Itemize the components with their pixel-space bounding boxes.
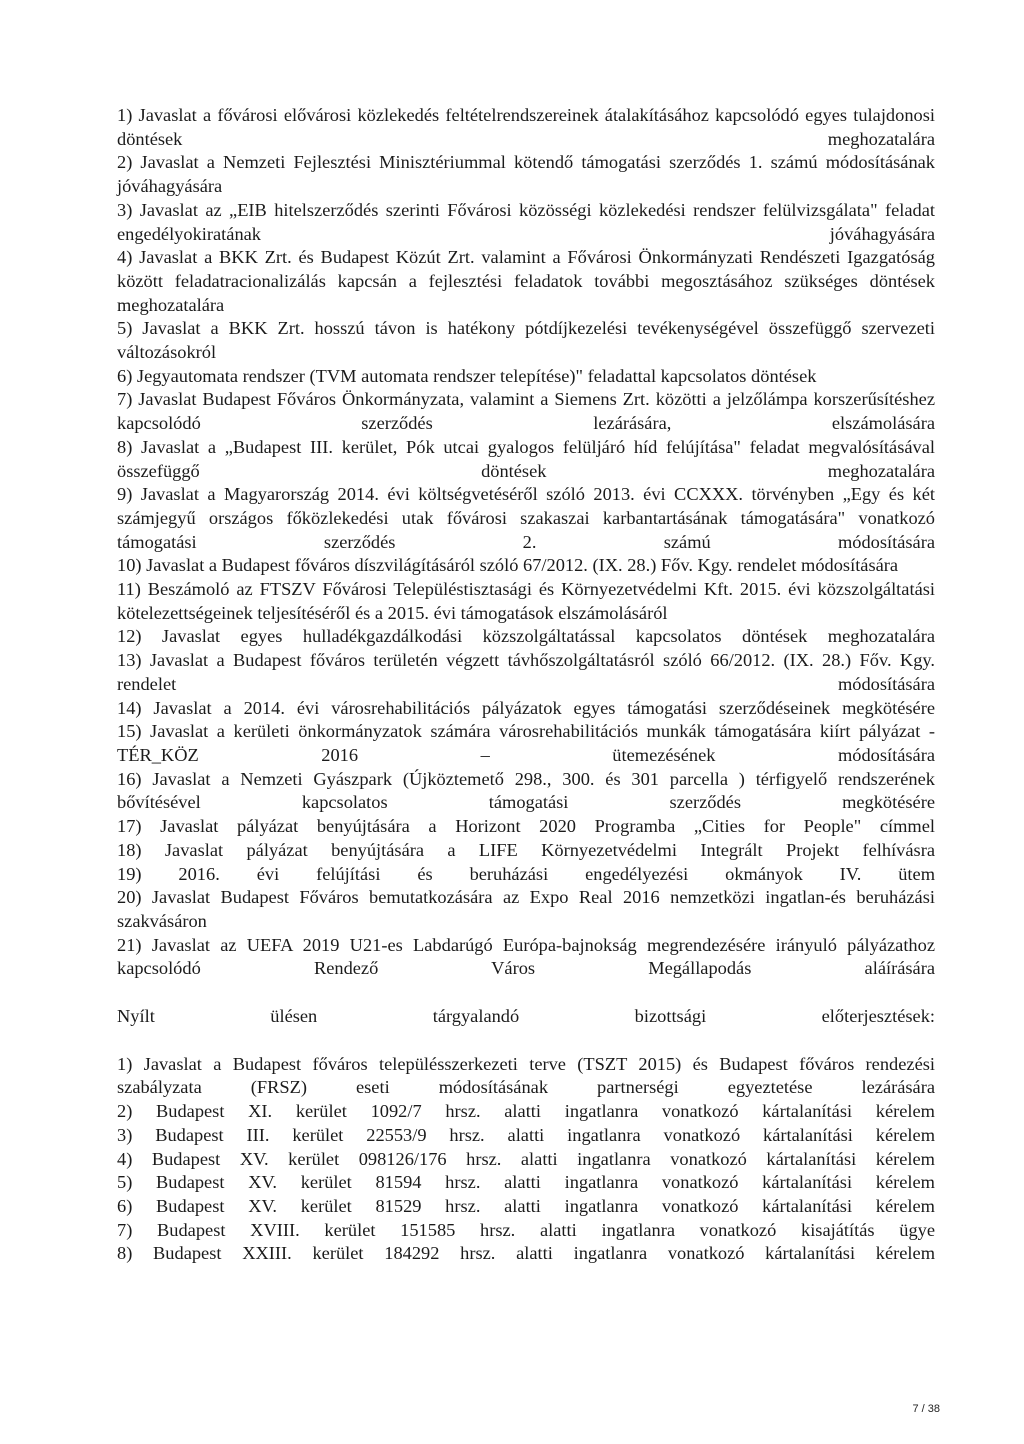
agenda-item: 7) Budapest XVIII. kerület 151585 hrsz. alatti ingatlanra vonatkozó kisajátítás ügye: [117, 1219, 935, 1240]
agenda-item: 15) Javaslat a kerületi önkormányzatok számára városrehabilitációs munkák támogatására kiírt pályázat - TÉR_KÖZ 2016 – ütemezésének módosítására: [117, 721, 935, 765]
document-body: [117, 104, 935, 1266]
agenda-item: 17) Javaslat pályázat benyújtására a Horizont 2020 Programba „Cities for People" címmel: [117, 816, 935, 837]
agenda-item: 10) Javaslat a Budapest főváros díszvilágításáról szóló 67/2012. (IX. 28.) Főv. Kgy. rendelet módosítására: [117, 555, 899, 576]
agenda-item: 4) Javaslat a BKK Zrt. és Budapest Közút Zrt. valamint a Fővárosi Önkormányzati Rendészeti Igazgatóság között feladatracionalizálás kapcsán a fejlesztési feladatok további megosztásához szükséges döntések meghozatalára: [117, 247, 935, 315]
agenda-item: 12) Javaslat egyes hulladékgazdálkodási közszolgáltatással kapcsolatos döntések meghozatalára: [117, 626, 935, 647]
agenda-item: 6) Budapest XV. kerület 81529 hrsz. alatti ingatlanra vonatkozó kártalanítási kérelem: [117, 1195, 935, 1216]
agenda-item: 16) Javaslat a Nemzeti Gyászpark (Újköztemető 298., 300. és 301 parcella ) térfigyelő rendszerének bővítésével kapcsolatos támogatási szerződés megkötésére: [117, 768, 935, 813]
agenda-item: 21) Javaslat az UEFA 2019 U21-es Labdarúgó Európa-bajnokság megrendezésére irányuló pályázathoz kapcsolódó Rendező Város Megállapodás aláírására: [117, 934, 935, 979]
agenda-item: 9) Javaslat a Magyarország 2014. évi költségvetéséről szóló 2013. évi CCXXX. törvényben „Egy és két számjegyű országos főközlekedési utak fővárosi szakaszai karbantartásának támogatására" vonatkozó támogatási szerződés 2. számú módosítására: [117, 484, 935, 552]
agenda-item: 2) Budapest XI. kerület 1092/7 hrsz. alatti ingatlanra vonatkozó kártalanítási kérelem: [117, 1101, 935, 1122]
page-number: 7 / 38: [912, 1403, 940, 1415]
agenda-item: 3) Javaslat az „EIB hitelszerződés szerinti Fővárosi közösségi közlekedési rendszer felülvizsgálata" feladat engedélyokiratának jóváhagyására: [117, 199, 935, 244]
agenda-item: 19) 2016. évi felújítási és beruházási engedélyezési okmányok IV. ütem: [117, 863, 935, 884]
agenda-item: 8) Budapest XXIII. kerület 184292 hrsz. alatti ingatlanra vonatkozó kártalanítási kérelem: [117, 1243, 935, 1264]
agenda-item: 6) Jegyautomata rendszer (TVM automata rendszer telepítése)" feladattal kapcsolatos döntések: [117, 365, 817, 386]
agenda-item: 1) Javaslat a Budapest főváros településszerkezeti terve (TSZT 2015) és Budapest főváros rendezési szabályzata (FRSZ) eseti módosításának partnerségi egyeztetése lezárására: [117, 1053, 935, 1098]
agenda-item: 5) Budapest XV. kerület 81594 hrsz. alatti ingatlanra vonatkozó kártalanítási kérelem: [117, 1172, 935, 1193]
agenda-list-committee: [117, 1053, 935, 1266]
agenda-item: 3) Budapest III. kerület 22553/9 hrsz. alatti ingatlanra vonatkozó kártalanítási kérelem: [117, 1124, 935, 1145]
agenda-item: 11) Beszámoló az FTSZV Fővárosi Településtisztasági és Környezetvédelmi Kft. 2015. évi közszolgáltatási kötelezettségeinek teljesítéséről és a 2015. évi támogatások elszámolásáról: [117, 579, 935, 623]
agenda-item: 4) Budapest XV. kerület 098126/176 hrsz. alatti ingatlanra vonatkozó kártalanítási kérelem: [117, 1148, 935, 1169]
agenda-list-main: [117, 104, 935, 981]
agenda-item: 5) Javaslat a BKK Zrt. hosszú távon is hatékony pótdíjkezelési tevékenységével összefüggő szervezeti változásokról: [117, 318, 935, 363]
agenda-item: 7) Javaslat Budapest Főváros Önkormányzata, valamint a Siemens Zrt. közötti a jelzőlámpa korszerűsítéshez kapcsolódó szerződés lezárására, elszámolására: [117, 389, 935, 434]
agenda-item: 1) Javaslat a fővárosi elővárosi közlekedés feltételrendszereinek átalakításához kapcsolódó egyes tulajdonosi döntések meghozatalára: [117, 105, 935, 149]
agenda-item: 13) Javaslat a Budapest főváros területén végzett távhőszolgáltatásról szóló 66/2012. (IX. 28.) Főv. Kgy. rendelet módosítására: [117, 650, 935, 694]
agenda-item: 18) Javaslat pályázat benyújtására a LIFE Környezetvédelmi Integrált Projekt felhívásra: [117, 839, 935, 860]
agenda-item: 2) Javaslat a Nemzeti Fejlesztési Minisztériummal kötendő támogatási szerződés 1. számú módosításának jóváhagyására: [117, 152, 935, 197]
agenda-item: 14) Javaslat a 2014. évi városrehabilitációs pályázatok egyes támogatási szerződéseinek megkötésére: [117, 697, 935, 718]
agenda-item: 8) Javaslat a „Budapest III. kerület, Pók utcai gyalogos felüljáró híd felújítása" feladat megvalósításával összefüggő döntések meghozatalára: [117, 436, 935, 481]
section-heading: Nyílt ülésen tárgyalandó bizottsági előterjesztések:: [117, 1006, 935, 1027]
agenda-item: 20) Javaslat Budapest Főváros bemutatkozására az Expo Real 2016 nemzetközi ingatlan-és beruházási szakvásáron: [117, 887, 935, 931]
